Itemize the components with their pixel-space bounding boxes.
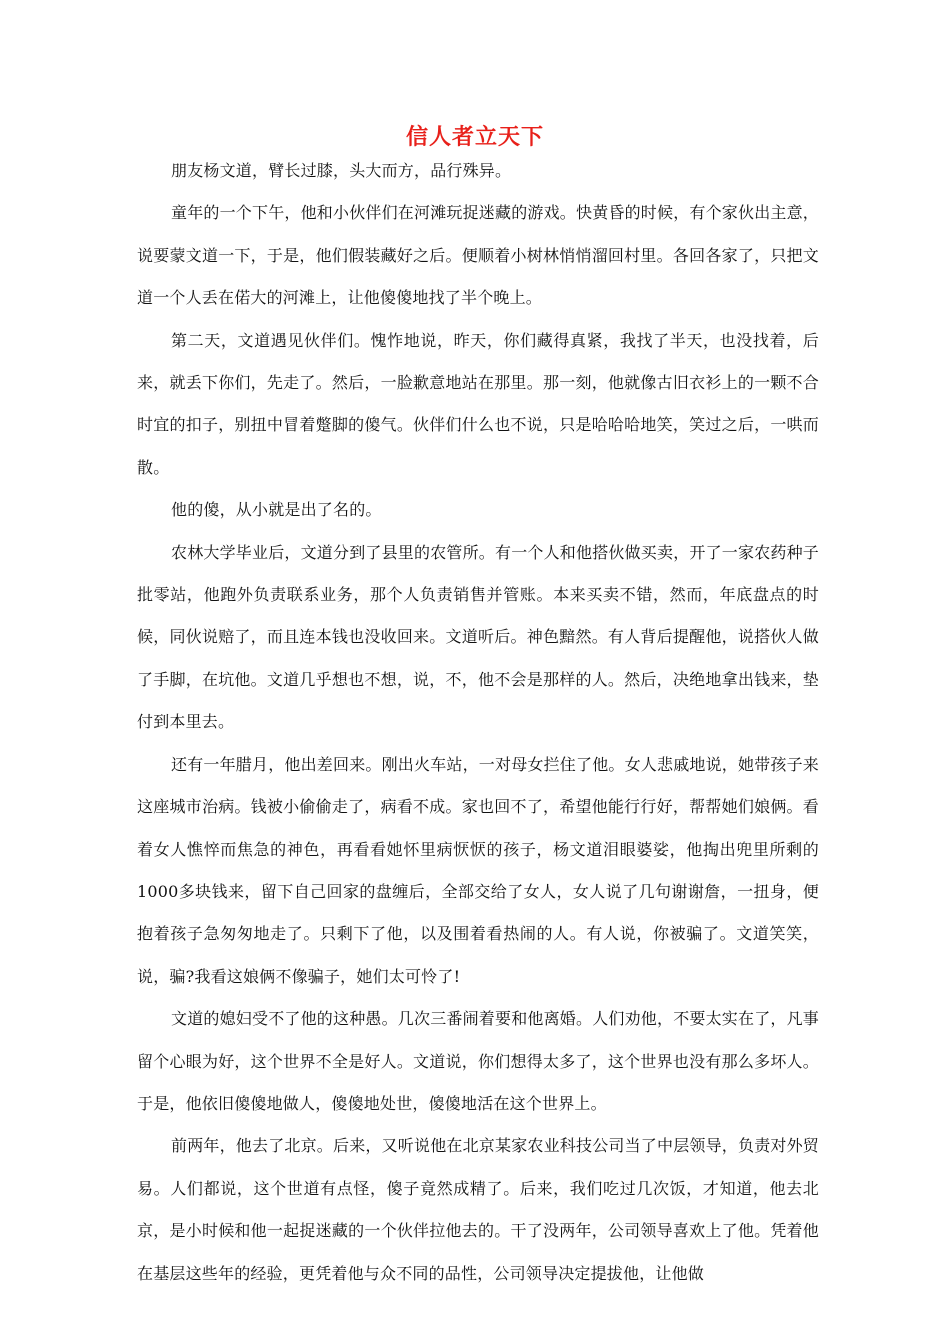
paragraph: 农林大学毕业后，文道分到了县里的农管所。有一个人和他搭伙做买卖，开了一家农药种子批零站，他跑外负责联系业务，那个人负责销售并管账。本来买卖不错，然而，年底盘点的时候，同伙说赔了，而且连本钱也没收回来。文道听后。神色黯然。有人背后提醒他，说搭伙人做了手脚，在坑他。文道几乎想也不想，说，不，他不会是那样的人。然后，决绝地拿出钱来，垫付到本里去。 [137,542,820,732]
paragraph: 他的傻，从小就是出了名的。 [171,500,382,520]
paragraph: 文道的媳妇受不了他的这种愚。几次三番闹着要和他离婚。人们劝他，不要太实在了，凡事留个心眼为好，这个世界不全是好人。文道说，你们想得太多了，这个世界也没有那么多坏人。于是，他依旧傻傻地做人，傻傻地处世，傻傻地活在这个世界上。 [137,1009,820,1113]
paragraph: 前两年，他去了北京。后来，又听说他在北京某家农业科技公司当了中层领导，负责对外贸易。人们都说，这个世道有点怪，傻子竟然成精了。后来，我们吃过几次饭，才知道，他去北京，是小时候和他一起捉迷藏的一个伙伴拉他去的。干了没两年，公司领导喜欢上了他。凭着他在基层这些年的经验，更凭着他与众不同的品性，公司领导决定提拔他，让他做 [137,1136,820,1283]
document-body [137,150,819,1295]
paragraph: 第二天，文道遇见伙伴们。愧怍地说，昨天，你们藏得真紧，我找了半天，也没找着，后来，就丢下你们，先走了。然后，一脸歉意地站在那里。那一刻，他就像古旧衣衫上的一颗不合时宜的扣子，别扭中冒着蹩脚的傻气。伙伴们什么也不说，只是哈哈哈地笑，笑过之后，一哄而散。 [137,330,819,477]
paragraph: 还有一年腊月，他出差回来。刚出火车站，一对母女拦住了他。女人悲戚地说，她带孩子来这座城市治病。钱被小偷偷走了，病看不成。家也回不了，希望他能行行好，帮帮她们娘俩。看着女人憔悴而焦急的神色，再看看她怀里病恹恹的孩子，杨文道泪眼婆娑，他掏出兜里所剩的1000多块钱来，留下自己回家的盘缠后，全部交给了女人，女人说了几句谢谢詹，一扭身，便抱着孩子急匆匆地走了。只剩下了他，以及围着看热闹的人。有人说，你被骗了。文道笑笑，说，骗?我看这娘俩不像骗子，她们太可怜了! [137,754,820,986]
paragraph: 朋友杨文道，臂长过膝，头大而方，品行殊异。 [171,161,512,180]
document-title: 信人者立天下 [405,124,544,150]
paragraph: 童年的一个下午，他和小伙伴们在河滩玩捉迷藏的游戏。快黄昏的时候，有个家伙出主意，说要蒙文道一下，于是，他们假装藏好之后。便顺着小树林悄悄溜回村里。各回各家了，只把文道一个人丢在偌大的河滩上，让他傻傻地找了半个晚上。 [137,203,820,308]
